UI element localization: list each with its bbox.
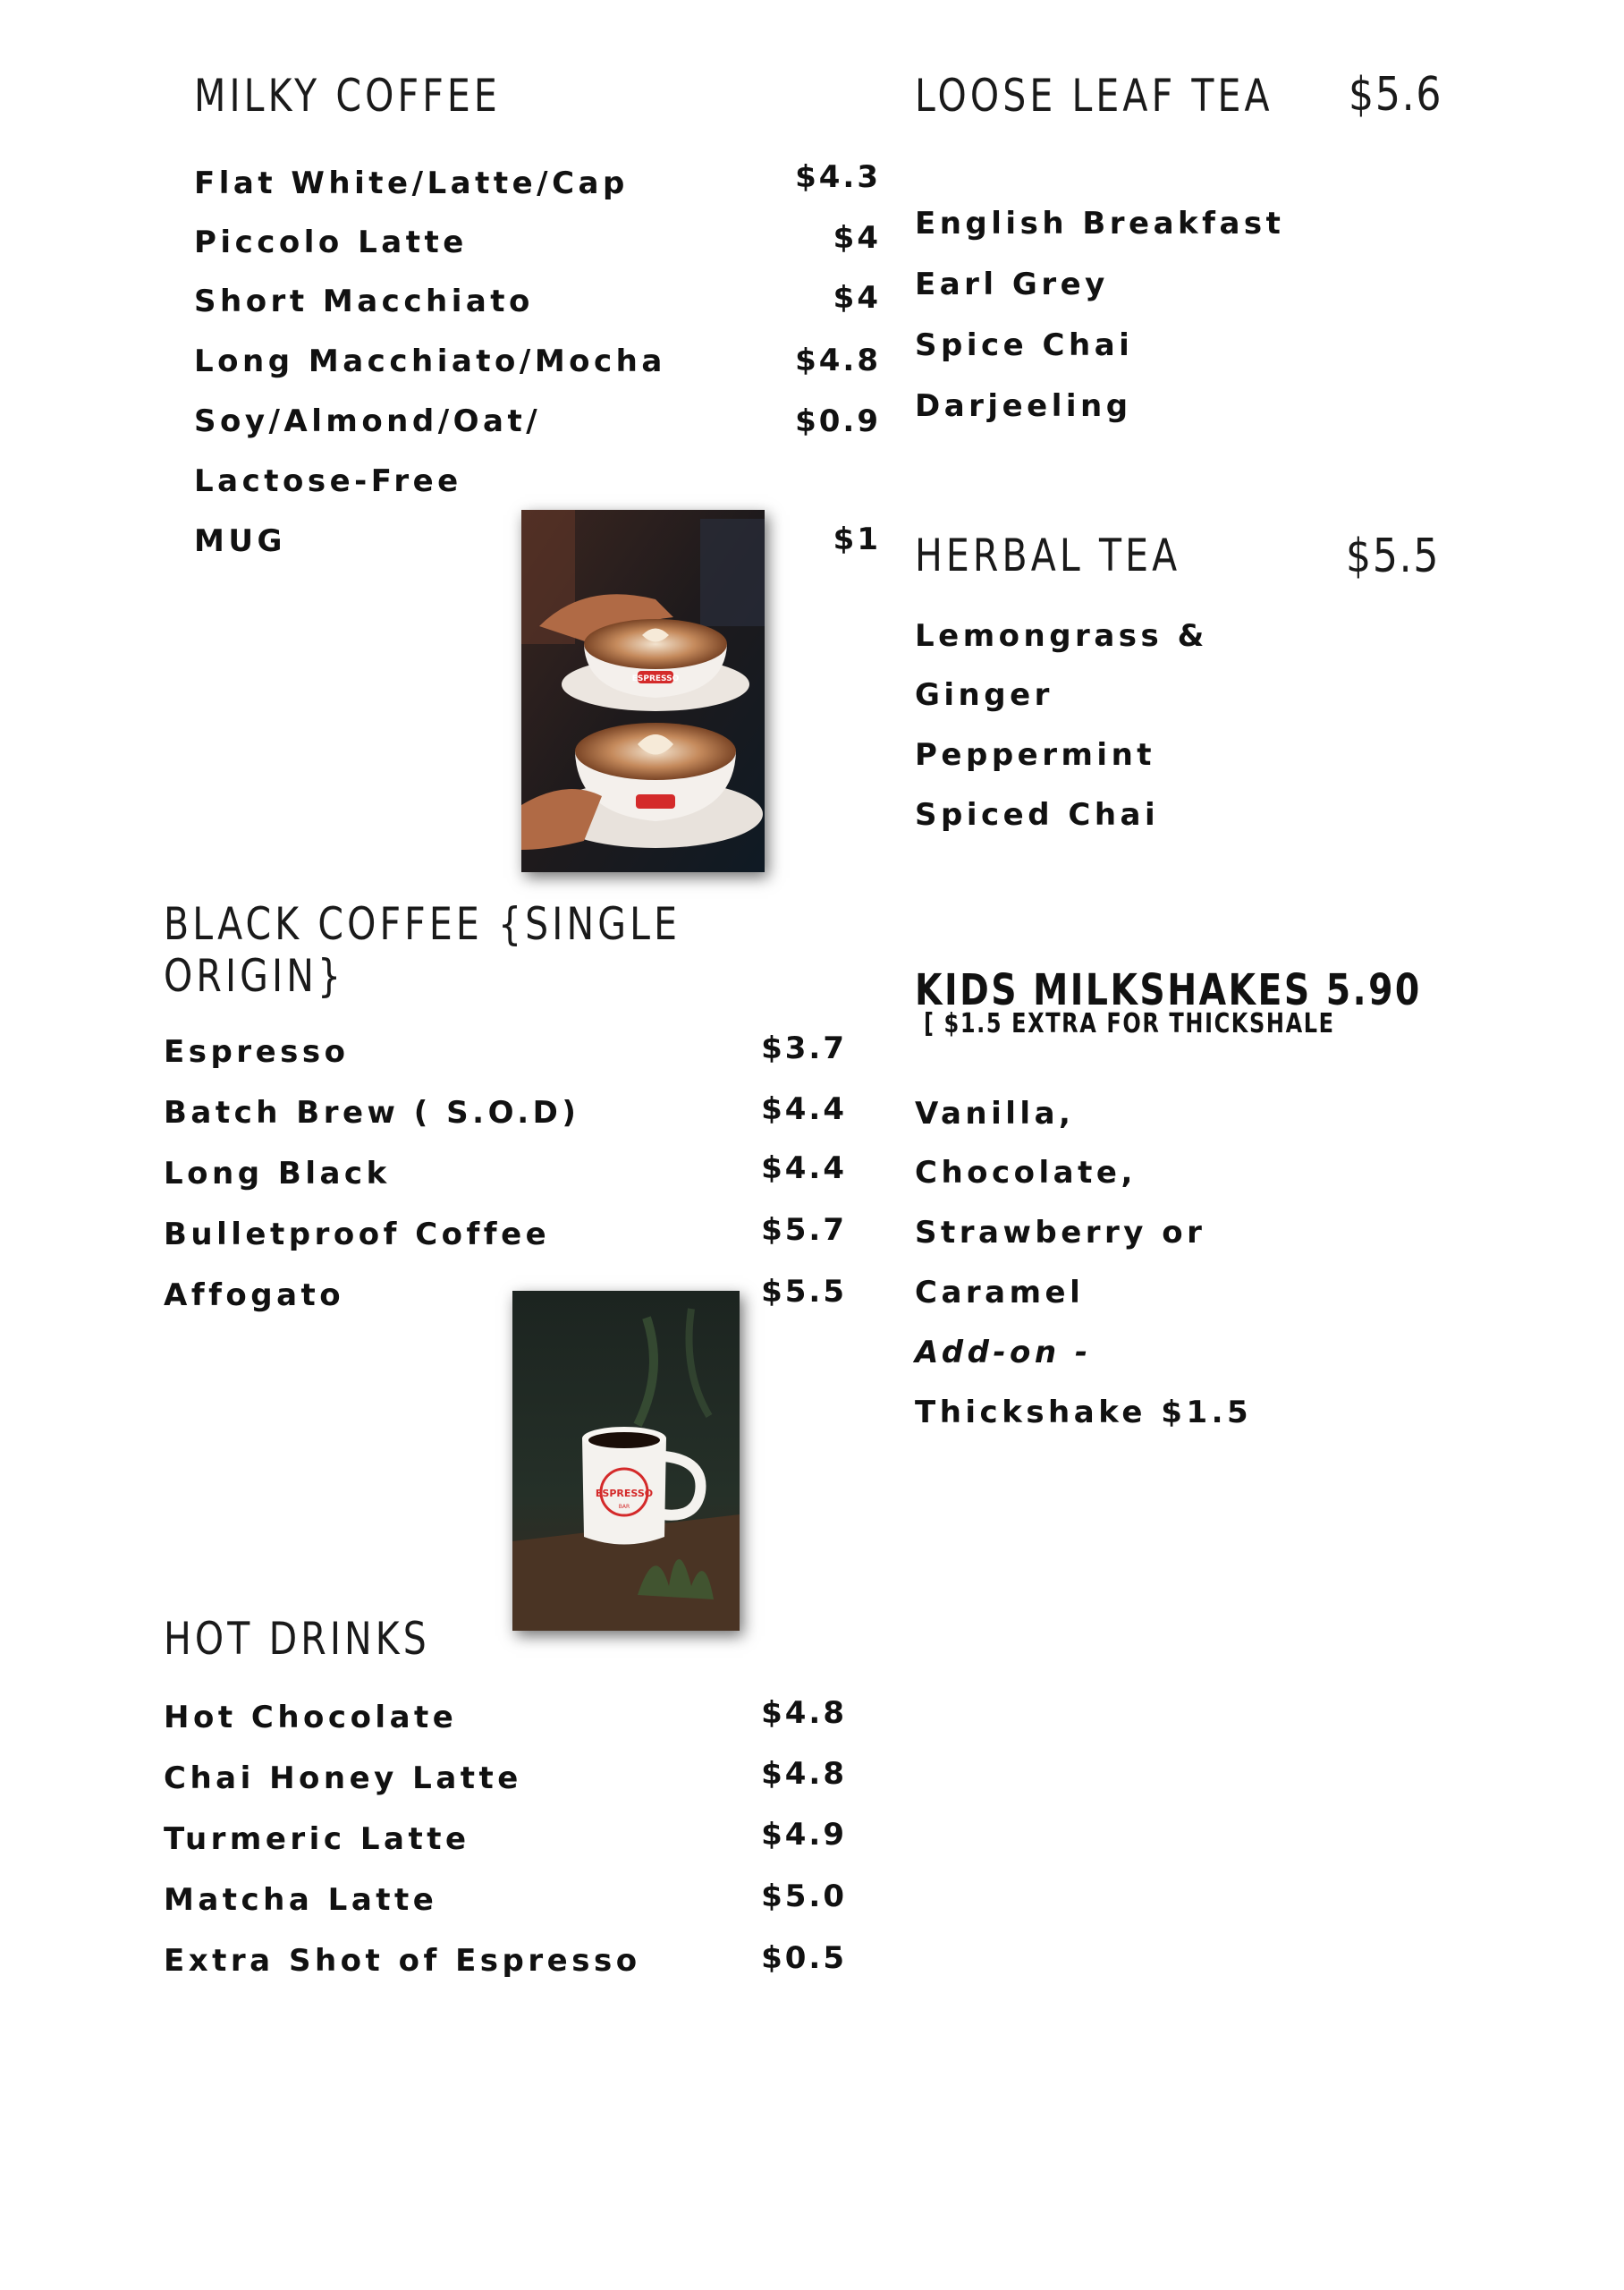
menu-item-price: $4.8	[761, 1756, 847, 1792]
tea-item: Spiced Chai	[915, 797, 1160, 833]
menu-item-name: MUG	[194, 523, 286, 559]
menu-item-name: Flat White/Latte/Cap	[194, 165, 629, 201]
latte-cup-logo-text: ESPRESSO	[631, 674, 680, 683]
milkshake-item: Strawberry or	[915, 1215, 1206, 1251]
menu-item-name: Hot Chocolate	[164, 1700, 458, 1735]
tea-item: Earl Grey	[915, 267, 1109, 302]
menu-item-name: Long Macchiato/Mocha	[194, 344, 666, 379]
tea-item: Ginger	[915, 677, 1053, 713]
black-coffee-heading: BLACK COFFEE {SINGLE ORIGIN}	[164, 898, 681, 1002]
milkshake-item: Caramel	[915, 1275, 1085, 1310]
milkshake-addon-item: Thickshake $1.5	[915, 1395, 1253, 1430]
menu-item-name: Short Macchiato	[194, 284, 534, 319]
menu-item-name: Affogato	[164, 1277, 345, 1313]
tea-item: Spice Chai	[915, 327, 1134, 363]
menu-item-name: Batch Brew ( S.O.D)	[164, 1095, 580, 1131]
menu-item-price: $4	[833, 220, 881, 256]
menu-item-name: Extra Shot of Espresso	[164, 1943, 641, 1979]
hot-drinks-heading: HOT DRINKS	[164, 1613, 430, 1665]
menu-item-name: Bulletproof Coffee	[164, 1217, 551, 1252]
menu-item-name: Piccolo Latte	[194, 225, 468, 260]
menu-item-price: $4.4	[761, 1091, 847, 1127]
mug-logo-text: ESPRESSO	[595, 1488, 654, 1499]
tea-item: Lemongrass &	[915, 618, 1208, 654]
menu-item-price: $4.8	[795, 343, 881, 378]
loose-leaf-tea-price: $5.6	[1349, 68, 1443, 122]
milkshake-item: Vanilla,	[915, 1096, 1075, 1132]
loose-leaf-tea-heading: LOOSE LEAF TEA	[915, 70, 1273, 122]
tea-item: English Breakfast	[915, 206, 1285, 242]
menu-item-price: $0.5	[761, 1940, 847, 1976]
mug-logo-small-text: BAR	[618, 1504, 630, 1510]
menu-item-name: Soy/Almond/Oat/	[194, 403, 542, 439]
milkshake-addon-label: Add-on -	[915, 1335, 1092, 1370]
menu-item-price: $1	[833, 522, 881, 557]
tea-item: Darjeeling	[915, 388, 1132, 424]
espresso-mug-photo	[512, 1291, 740, 1631]
menu-item-name: Matcha Latte	[164, 1882, 438, 1918]
menu-item-price: $4.8	[761, 1695, 847, 1731]
herbal-tea-price: $5.5	[1346, 530, 1441, 583]
milky-coffee-heading: MILKY COFFEE	[194, 70, 501, 122]
menu-item-price: $5.0	[761, 1879, 847, 1914]
espresso-mug-image	[512, 1291, 740, 1631]
menu-item-price: $4.3	[795, 159, 881, 195]
menu-item-name: Long Black	[164, 1156, 391, 1192]
menu-item-price: $0.9	[795, 403, 881, 439]
milkshake-item: Chocolate,	[915, 1155, 1137, 1191]
tea-item: Peppermint	[915, 737, 1156, 773]
herbal-tea-heading: HERBAL TEA	[915, 530, 1181, 581]
latte-cups-photo	[521, 510, 765, 872]
menu-item-price: $4	[833, 280, 881, 316]
kids-milkshakes-subtitle: [ $1.5 EXTRA FOR THICKSHALE	[924, 1008, 1335, 1039]
menu-item-price: $4.9	[761, 1817, 847, 1853]
kids-milkshakes-heading: KIDS MILKSHAKES 5.90	[915, 965, 1422, 1015]
menu-item-price: $5.7	[761, 1212, 847, 1248]
menu-item-price: $5.5	[761, 1274, 847, 1310]
menu-item-name: Turmeric Latte	[164, 1821, 470, 1857]
menu-item-price: $3.7	[761, 1030, 847, 1066]
latte-cups-image	[521, 510, 765, 872]
menu-item-name: Espresso	[164, 1034, 350, 1070]
menu-item-price: $4.4	[761, 1150, 847, 1186]
menu-item-name: Lactose-Free	[194, 463, 462, 499]
menu-item-name: Chai Honey Latte	[164, 1760, 522, 1796]
